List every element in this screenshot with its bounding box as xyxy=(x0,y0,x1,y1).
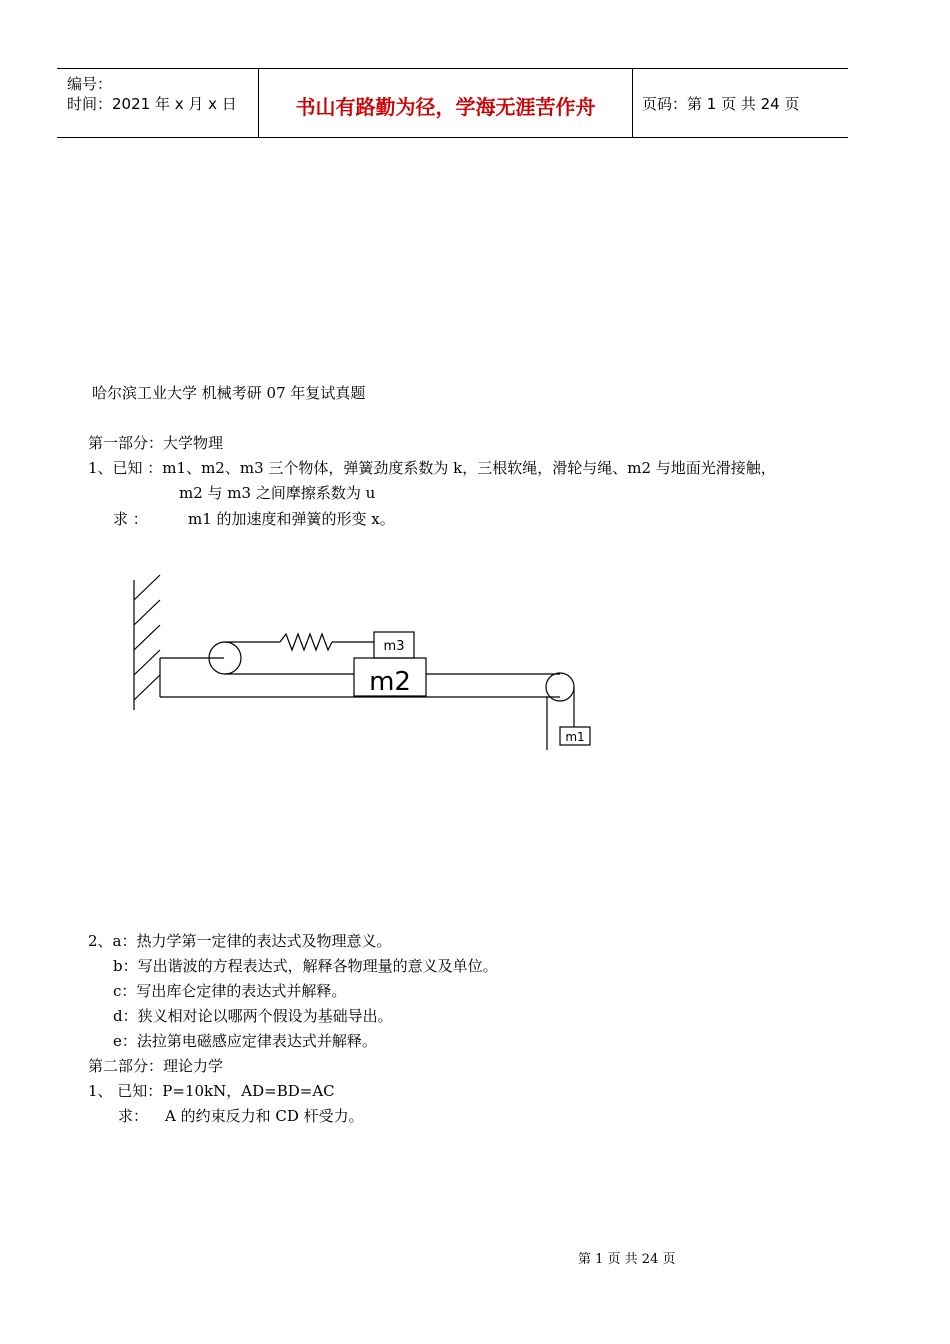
doc-title: 哈尔滨工业大学 机械考研 07 年复试真题 xyxy=(92,384,366,402)
p2-ask-label: 求： xyxy=(118,1107,149,1125)
q1-ask-label: 求 ： xyxy=(113,510,148,528)
p2-ask-text: A 的约束反力和 CD 杆受力。 xyxy=(165,1107,364,1125)
pulley-diagram xyxy=(120,570,600,760)
time-label: 时间：2021 年 x 月 x 日 xyxy=(67,95,237,113)
motto: 书山有路勤为径，学海无涯苦作舟 xyxy=(295,95,596,119)
header-info-cell xyxy=(57,69,259,137)
q1-line1: 1、已知 ：m1、m2、m3 三个物体，弹簧劲度系数为 k，三根软绳，滑轮与绳、m2 与地面光滑接触， xyxy=(88,459,776,477)
q1-line2: m2 与 m3 之间摩擦系数为 u xyxy=(179,484,376,502)
q1-ask-text: m1 的加速度和弹簧的形变 x。 xyxy=(188,510,395,528)
m2-label: m2 xyxy=(369,667,411,697)
m3-label: m3 xyxy=(383,639,405,654)
p2-q1: 1、 已知：P=10kN，AD=BD=AC xyxy=(88,1082,335,1100)
header-motto-cell xyxy=(259,69,633,137)
q2-c: c：写出库仑定律的表达式并解释。 xyxy=(113,982,347,1000)
m1-label: m1 xyxy=(565,730,585,744)
header-table xyxy=(57,68,848,138)
number-label: 编号： xyxy=(67,75,113,93)
q2-a: 2、a：热力学第一定律的表达式及物理意义。 xyxy=(88,932,392,950)
q2-e: e：法拉第电磁感应定律表达式并解释。 xyxy=(113,1032,377,1050)
spring xyxy=(280,634,332,650)
q2-d: d：狭义相对论以哪两个假设为基础导出。 xyxy=(113,1007,393,1025)
part1-heading: 第一部分：大学物理 xyxy=(88,434,224,452)
part2-heading: 第二部分：理论力学 xyxy=(88,1057,224,1075)
page-footer: 第 1 页 共 24 页 xyxy=(578,1252,676,1267)
q2-b: b：写出谐波的方程表达式，解释各物理量的意义及单位。 xyxy=(113,957,498,975)
page-label: 页码：第 1 页 共 24 页 xyxy=(642,95,800,113)
header-page-cell xyxy=(633,69,848,137)
